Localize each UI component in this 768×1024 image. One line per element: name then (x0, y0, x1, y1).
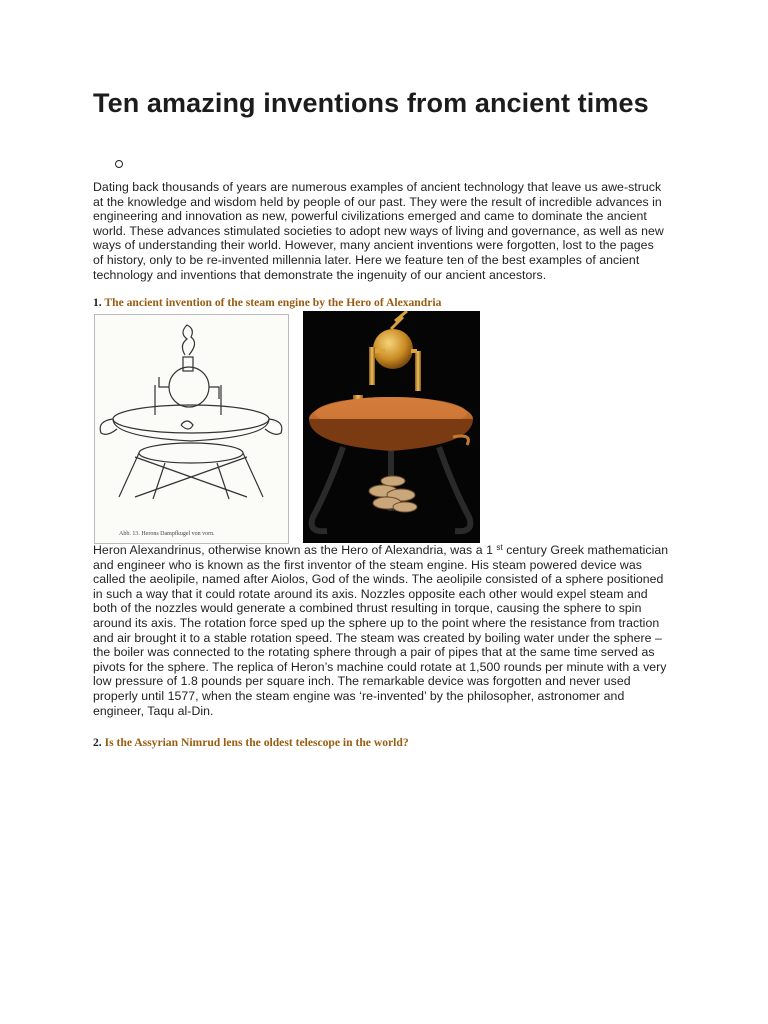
section-1-body-start: Heron Alexandrinus, otherwise known as the Hero of Alexandria, was a 1 (93, 543, 497, 557)
section-1-heading (93, 296, 441, 309)
section-1-link[interactable]: The ancient invention of the steam engine by the Hero of Alexandria (104, 296, 442, 309)
section-1-body (93, 543, 673, 718)
section-2-number: 2. (93, 736, 102, 749)
aeolipile-replica-drawing (303, 311, 480, 543)
intro-paragraph: Dating back thousands of years are numerous examples of ancient technology that leave us awe-struck at the knowledge and wisdom held by people of our past. They were the result of incredible advances in engineering and innovation as new, powerful civilizations emerged and came to dominate the ancient world. These advances stimulated societies to adopt new ways of living and governance, as well as new ways of understanding their world. However, many ancient inventions were forgotten, lost to the pages of history, only to be re-invented millennia later. Here we feature ten of the best examples of ancient technology and inventions that demonstrate the ingenuity of our ancient ancestors. (93, 180, 664, 282)
section-2-heading (93, 736, 409, 749)
page-title: Ten amazing inventions from ancient times (93, 88, 649, 118)
empty-list-bullet (115, 160, 123, 168)
aeolipile-sketch-caption: Abb. 13. Herons Dampfkugel von vorn. (119, 531, 215, 537)
section-1-number: 1. (93, 296, 102, 309)
document-page (93, 86, 683, 749)
aeolipile-sketch-image (94, 314, 289, 544)
aeolipile-replica-photo (303, 311, 480, 543)
section-1-body-rest: century Greek mathematician and engineer who is known as the first inventor of the steam engine. His steam powered device was called the aeolipile, named after Aiolos, God of the winds. The aeolipile consisted of a sphere positioned in such a way that it could rotate around its axis. Nozzles opposite each other would expel steam and both of the nozzles would generate a combined thrust resulting in torque, causing the sphere to spin around its axis. The rotation force sped up the sphere up to the point where the resistance from traction and air brought it to a stable rotation speed. The steam was created by boiling water under the sphere – the boiler was connected to the rotating sphere through a pair of pipes that at the same time served as pivots for the sphere. The replica of Heron’s machine could rotate at 1,500 rounds per minute with a very low pressure of 1.8 pounds per square inch. The remarkable device was forgotten and never used properly until 1577, when the steam engine was ‘re-invented’ by the philosopher, astronomer and engineer, Taqu al-Din. (93, 543, 669, 718)
aeolipile-sketch-drawing (95, 315, 288, 543)
section-1-body-sup: st (496, 543, 503, 552)
section-2-link[interactable]: Is the Assyrian Nimrud lens the oldest telescope in the world? (104, 736, 409, 749)
